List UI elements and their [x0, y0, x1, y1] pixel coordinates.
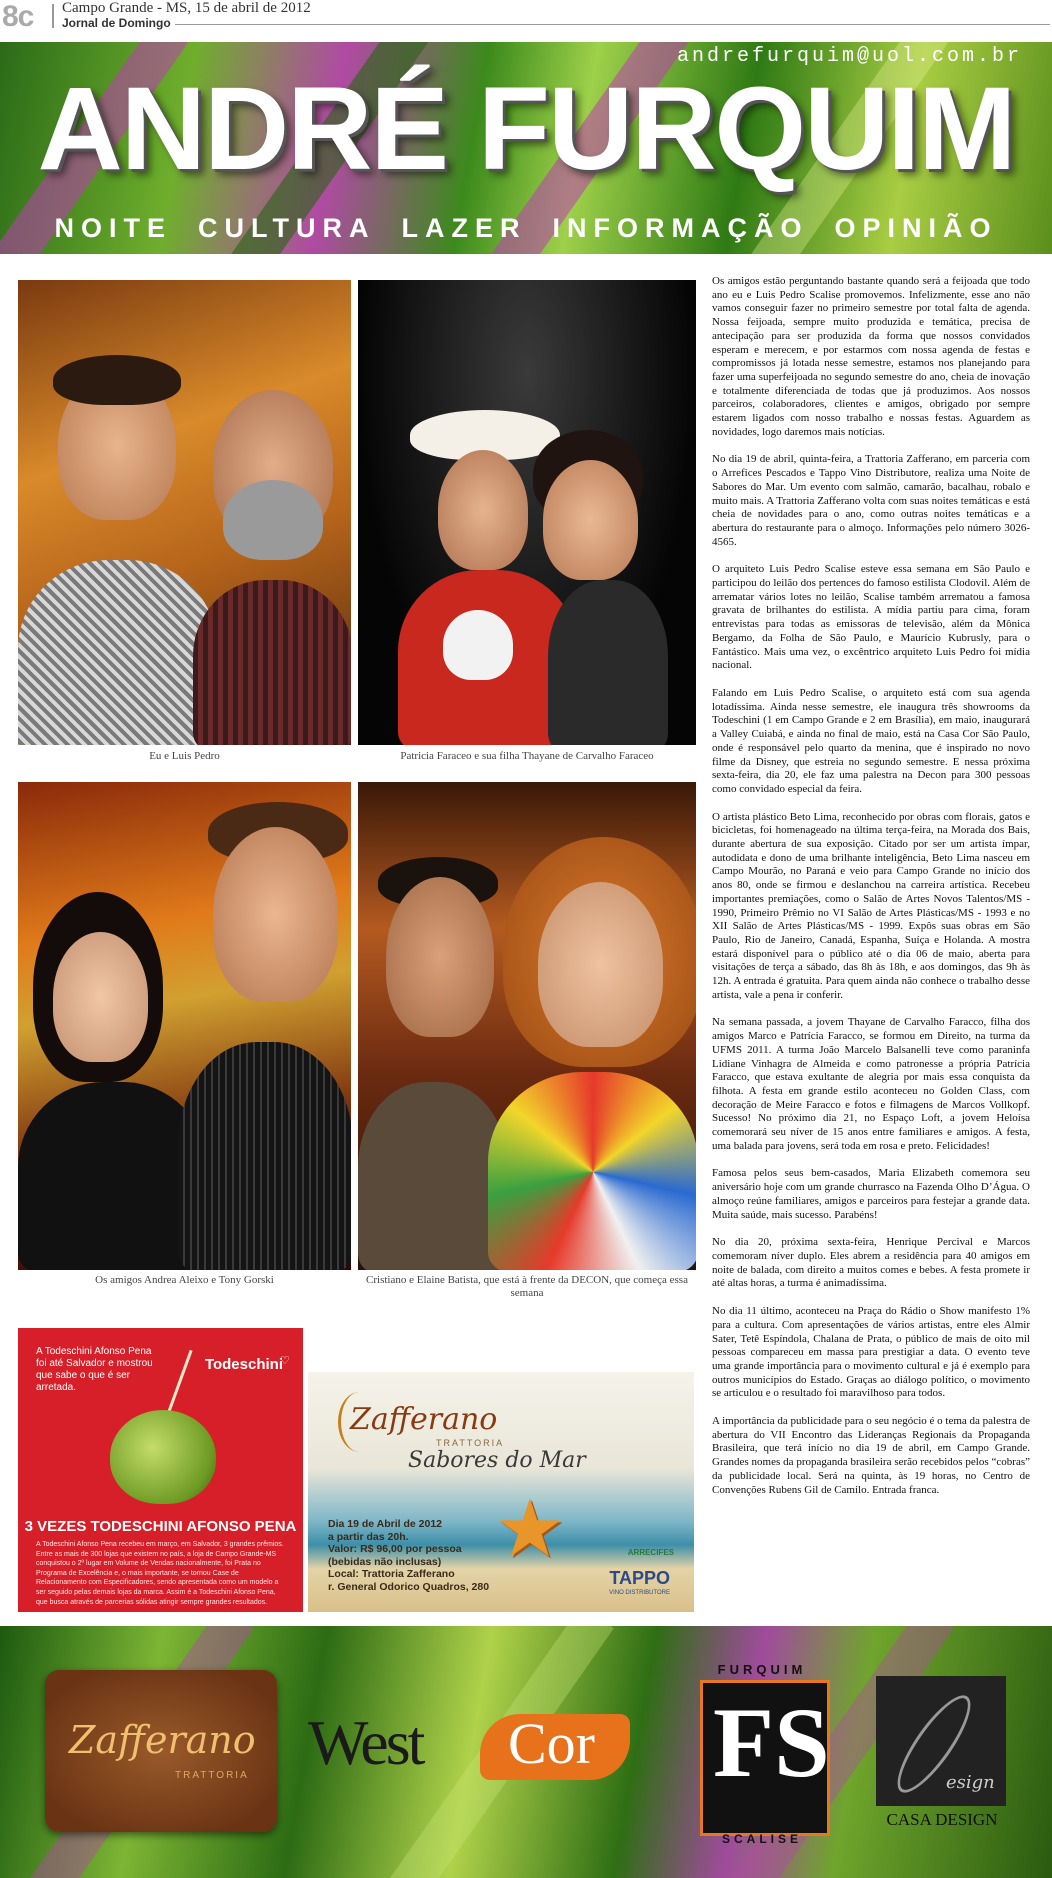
person-face	[543, 460, 638, 580]
person-beard	[223, 480, 323, 560]
casa-design-box	[876, 1676, 1006, 1806]
tagline-word: NOITE	[54, 213, 173, 243]
article-paragraph: O artista plástico Beto Lima, reconhecido por obras com florais, gatos e bicicletas, foi homenageado na última terça-feira, na Morada dos Bais, durante abertura de sua exposição. Citado por ser um artista ímpar, autodidata e dono de uma brilhante inteligência, Beto Lima nasceu em Campo Mourão, no Paraná e veio para Campo Grande no início dos anos 80, onde se firmou e deslanchou na carreira artística. Recebeu importantes premiações, como o Salão de Artes Novos Talentos/MS - 1990, Primeiro Prêmio no VI Salão de Artes Plásticas/MS - 1993 e no XII Salão de Artes Plásticas/MS - 1999. Expôs suas obras em São Paulo, Rio de Janeiro, Canadá, Espanha, Suíça e Holanda. A mostra estará disponível para o público até o dia 06 de maio, aberta para visitações de terça a sábado, das 8h às 18h, e aos domingos, das 9h às 12h. A entrada é gratuita. Para quem ainda não conhece o trabalho desse artista, vale a pena ir conferir.	[712, 810, 1030, 1001]
zafferano-sub: TRATTORIA	[436, 1438, 505, 1448]
tappo-sub: VINO DISTRIBUTORE	[609, 1590, 670, 1596]
header-rule	[175, 24, 1050, 25]
person-face	[213, 827, 338, 1002]
photo-andrea-and-tony	[18, 782, 351, 1270]
gown-collar	[443, 610, 513, 680]
westcor-cor: Cor	[508, 1711, 595, 1776]
furquim-logo-top: FURQUIM	[717, 1662, 807, 1677]
arrecifes-logo: ARRECIFES	[627, 1548, 674, 1557]
banner-tagline	[0, 213, 1052, 244]
event-detail: (bebidas não inclusas)	[328, 1555, 442, 1568]
fs-monogram-icon: FS	[713, 1687, 830, 1798]
person-face	[53, 932, 148, 1062]
person-shirt	[18, 560, 218, 745]
photo-patricia-and-thayane	[358, 280, 696, 745]
starfish-icon: ★	[494, 1486, 566, 1574]
coconut-image	[110, 1410, 216, 1504]
person-face	[386, 877, 494, 1037]
photo-caption: Eu e Luis Pedro	[149, 750, 220, 762]
article-paragraph: O arquiteto Luis Pedro Scalise esteve essa semana em São Paulo e participou do leilão dos pertences do famoso estilista Clodovil. Além de arrematar vários lotes no leilão, Scalise também arrematou a famosa gravata de brilhantes do estilista. A mídia partiu para cima, foram entrevistas para todas as emissoras de televisão, além da Mônica Bergamo, da Folha de São Paulo, e Maurício Kubrusly, para o Fantástico. Mais uma vez, o excêntrico arquiteto Luis Pedro foi mídia nacional.	[712, 563, 1030, 672]
person-dress	[548, 580, 668, 745]
article-paragraph: Famosa pelos seus bem-casados, Maria Elizabeth comemora seu aniversário hoje com um grande churrasco na Fazenda Olho D’Água. O almoço reúne familiares, amigos e parceiros para festejar a grande data. Muita saúde, mais sucesso. Parabéns!	[712, 1167, 1030, 1221]
event-detail: r. General Odorico Quadros, 280	[328, 1580, 490, 1593]
zafferano-logo[interactable]	[45, 1670, 277, 1832]
event-detail: Dia 19 de Abril de 2012	[328, 1518, 442, 1530]
header-divider	[52, 4, 54, 28]
photo-andre-and-luis	[18, 280, 351, 745]
event-detail: a partir das 20h.	[328, 1530, 409, 1543]
article-paragraph: No dia 11 último, aconteceu na Praça do Rádio o Show manifesto 1% para a cultura. Com apresentações de vários artistas, entre eles Almir Sater, Tetê Espíndola, Chalana de Prata, o público de mais de oito mil pessoas compareceu em massa para prestigiar a data. O evento teve uma grande importância para o movimento cultural e já é exemplo para outros municípios do Estado. Graças ao diálogo político, o movimento se articulou e o resultado foi maravilhoso para todos.	[712, 1305, 1030, 1400]
tagline-word: CULTURA	[198, 213, 376, 243]
person-shirt	[193, 580, 351, 745]
zafferano-ad[interactable]	[308, 1372, 694, 1612]
section-name: Jornal de Domingo	[62, 16, 171, 30]
person-shirt	[358, 1082, 508, 1270]
article-paragraph: No dia 19 de abril, quinta-feira, a Trattoria Zafferano, em parceria com o Arrefices Pescados e Tappo Vino Distributore, realiza uma Noite de Sabores do Mar. Um evento com salmão, camarão, bacalhau, robalo e muito mais. A Trattoria Zafferano volta com suas noites temáticas e está cheia de novidades para o ano, como outras noites temáticas e a abertura do restaurante para o almoço. Informações pelo número 3026-4565.	[712, 453, 1030, 548]
todeschini-body: A Todeschini Afonso Pena recebeu em março, em Salvador, 3 grandes prêmios. Entre as mais de 300 lojas que existem no país, a loja de Campo Grande-MS conquistou o 2º lugar em Volume de Vendas nacionalmente, foi Prata no Programa de Excelência e, o mais importante, se tornou Case de Relacionamento com Especificadores, sendo apresentada como um modelo a ser seguido pelas demais lojas da marca. Assim é a Todeschini Afonso Pena, que busca através de parcerias sólidas atingir sempre grandes resultados.	[36, 1541, 284, 1606]
tagline-word: LAZER	[401, 213, 527, 243]
todeschini-headline: 3 VEZES TODESCHINI AFONSO PENA	[24, 1518, 297, 1535]
article-paragraph: Falando em Luis Pedro Scalise, o arquiteto está com sua agenda lotadíssima. Ainda nesse semestre, ele inaugura três showrooms da Todeschini (1 em Campo Grande e 2 em Brasília), em maio, inaugurará a Valley Cuiabá, e ainda no final de maio, está na Casa Cor São Paulo, onde é responsável pelo quarto da menina, que é inspirado no novo filme da Disney, que estreia no segundo semestre. E nessa próxima sexta-feira, dia 20, ele faz uma palestra na Decon para 300 pessoas como convidado especial da feira.	[712, 686, 1030, 795]
article-paragraph: Na semana passada, a jovem Thayane de Carvalho Faracco, filha dos amigos Marco e Patrícia Faracco, se formou em Direito, na turma da UFMS 2011. A turma João Marcelo Balsanelli teve como paraninfa Lidiane Vinhagra de Almeida e como patronesse a própria Patrícia Faracco, que estava exultante de alegria por mais essa conquista da filhota. A festa em grande estilo aconteceu no Golden Class, com decoração de Meire Faracco e fotos e filmagens de Marcos Vollkopf. Sucesso! No próximo dia 21, no Espaço Loft, a jovem Heloísa comemorará seu níver de 15 anos entre familiares e amigos. A festa, uma balada para jovens, será toda em rosa e preto. Felicidades!	[712, 1016, 1030, 1152]
article-paragraph: No dia 20, próxima sexta-feira, Henrique Percival e Marcos comemoram níver duplo. Eles abrem a residência para 40 amigos em noite de balada, com direito a muitos comes e bebes. A festa promete ir até altas horas, a turma é animadíssima.	[712, 1236, 1030, 1290]
banner-email[interactable]: andrefurquim@uol.com.br	[676, 45, 1022, 68]
article-paragraph: Os amigos estão perguntando bastante quando será a feijoada que todo ano eu e Luis Pedro Scalise promovemos. Infelizmente, esse ano não vamos conseguir fazer no primeiro semestre por total falta de agenda. Nossa feijoada, sempre muito produzida e temática, precisa de antecipação para ser produzida da forma que nossos convidados esperam e merecem, e por estarmos com nossa agenda de festas e compromissos já lotada nesse semestre, estamos nos planejando para fazer uma superfeijoada no segundo semestre do ano, cheia de inovação e totalmente diferenciada de todas que já produzimos. Aos nossos parceiros, colaboradores, clientes e amigos, obrigado por sempre estarem ligados com nosso trabalho e nossas festas. Aguardem as novidades, logo daremos mais notícias.	[712, 275, 1030, 438]
person-print-dress	[488, 1072, 696, 1270]
westcor-logo[interactable]	[308, 1706, 638, 1786]
tappo-logo: TAPPO	[609, 1568, 670, 1588]
column-banner	[0, 42, 1052, 254]
zafferano-brand: Zafferano	[350, 1402, 498, 1437]
westcor-west: West	[308, 1707, 423, 1778]
sponsor-footer	[0, 1626, 1052, 1878]
todeschini-intro: A Todeschini Afonso Pena foi até Salvador e mostrou que sabe o que é ser arretada.	[36, 1346, 153, 1393]
photo-caption: Cristiano e Elaine Batista, que está à frente da DECON, que começa essa semana	[366, 1274, 688, 1299]
article-paragraph: A importância da publicidade para o seu negócio é o tema da palestra de abertura do VII Encontro das Lideranças Regionais da Propaganda Brasileira, que terá início no dia 19 de abril, em Campo Grande. Grandes nomes da propaganda brasileira serão recebidos pelos “cobras” da publicidade local. Será na quinta, às 19 horas, no Centro de Convenções Rubens Gil de Camilo. Entrada franca.	[712, 1415, 1030, 1496]
person-shirt	[178, 1042, 351, 1270]
photo-caption: Patricia Faraceo e sua filha Thayane de Carvalho Faraceo	[400, 750, 654, 762]
person-face	[438, 450, 528, 570]
zafferano-logo-name: Zafferano	[69, 1718, 256, 1762]
zafferano-details	[328, 1518, 489, 1593]
casa-design-logo[interactable]	[872, 1676, 1012, 1836]
furquim-logo-box	[700, 1680, 830, 1836]
photo-caption: Os amigos Andrea Aleixo e Tony Gorski	[95, 1274, 274, 1286]
person-hair	[53, 355, 181, 405]
casa-design-label: CASA DESIGN	[886, 1810, 998, 1829]
column-article	[712, 275, 1030, 1511]
tagline-word: INFORMAÇÃO	[552, 213, 809, 243]
person-face	[538, 882, 663, 1047]
dateline: Campo Grande - MS, 15 de abril de 2012	[62, 0, 311, 16]
tagline-word: OPINIÃO	[834, 213, 998, 243]
todeschini-ad[interactable]	[18, 1328, 303, 1612]
casa-design-script: esign	[946, 1772, 995, 1793]
banner-title: ANDRÉ FURQUIM	[37, 63, 1015, 195]
heart-icon: ♡	[280, 1355, 290, 1367]
furquim-scalise-logo[interactable]	[694, 1662, 830, 1850]
page-number: 8c	[2, 0, 34, 33]
event-detail: Local: Trattoria Zafferano	[328, 1568, 455, 1580]
zafferano-logo-sub: TRATTORIA	[175, 1770, 249, 1781]
todeschini-brand: Todeschini	[204, 1356, 283, 1373]
event-detail: Valor: R$ 96,00 por pessoa	[328, 1543, 462, 1555]
furquim-logo-bottom: SCALISE	[721, 1832, 802, 1846]
photo-cristiano-and-elaine	[358, 782, 696, 1270]
zafferano-event: Sabores do Mar	[408, 1448, 586, 1473]
